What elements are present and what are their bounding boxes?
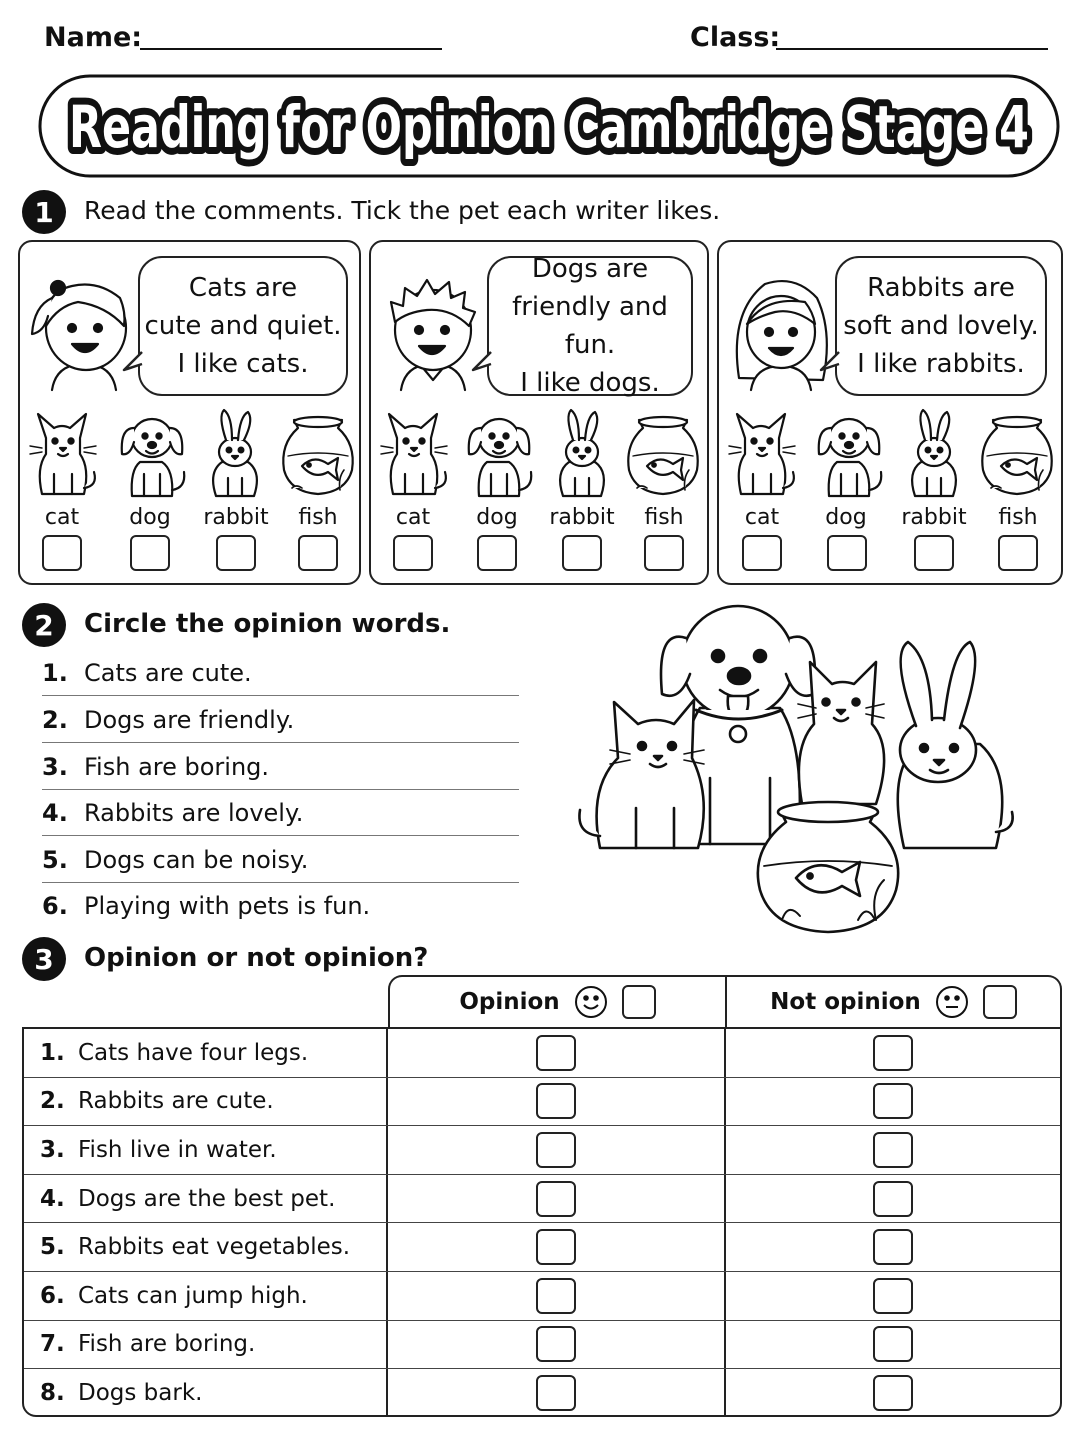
- pet-label-rabbit: rabbit: [203, 505, 269, 530]
- table-row: [24, 1175, 1060, 1224]
- dog-icon: [809, 408, 889, 500]
- list-item[interactable]: [42, 744, 519, 790]
- list-item[interactable]: [42, 790, 519, 836]
- section-1-instruction: Read the comments. Tick the pet each writer likes.: [84, 196, 721, 225]
- list-item[interactable]: [42, 883, 519, 929]
- list-item[interactable]: [42, 697, 519, 743]
- not-opinion-checkbox[interactable]: [873, 1132, 913, 1168]
- tick-box-rabbit[interactable]: [216, 535, 256, 571]
- rabbit-icon: [196, 408, 276, 500]
- item-number: 4.: [42, 798, 68, 827]
- opinion-checkbox[interactable]: [536, 1035, 576, 1071]
- opinion-cell: [388, 1029, 724, 1077]
- table-row: [24, 1078, 1060, 1127]
- opinion-cell: [388, 1223, 724, 1271]
- opinion-checkbox[interactable]: [536, 1326, 576, 1362]
- speech-bubble-dog: [487, 256, 693, 396]
- fishbowl-icon: [278, 408, 358, 500]
- item-text: Playing with pets is fun.: [84, 892, 371, 920]
- item-number: 2.: [42, 705, 68, 734]
- bubble-line: soft and lovely.: [843, 311, 1039, 341]
- row-number: 5.: [40, 1234, 65, 1261]
- class-input-line[interactable]: [776, 48, 1048, 50]
- class-label: Class:: [690, 22, 781, 53]
- girl-long-hair-icon: [725, 272, 835, 392]
- not-opinion-checkbox[interactable]: [873, 1035, 913, 1071]
- pet-label-fish: fish: [998, 505, 1038, 530]
- opinion-cell: [388, 1078, 724, 1126]
- statement-cell: [24, 1029, 388, 1077]
- pet-label-fish: fish: [298, 505, 338, 530]
- dog-icon: [112, 408, 192, 500]
- opinion-cell: [388, 1272, 724, 1320]
- pet-label-rabbit: rabbit: [901, 505, 967, 530]
- row-number: 8.: [40, 1380, 65, 1407]
- cat-icon: [375, 408, 455, 500]
- row-number: 3.: [40, 1136, 65, 1163]
- opinion-cell: [388, 1175, 724, 1223]
- tick-box-fish[interactable]: [998, 535, 1038, 571]
- bubble-tail: [819, 350, 841, 374]
- pet-label-cat: cat: [395, 505, 431, 530]
- statement-text: Dogs are the best pet.: [78, 1185, 336, 1212]
- opinion-checkbox[interactable]: [536, 1181, 576, 1217]
- row-number: 2.: [40, 1088, 65, 1115]
- item-number: 1.: [42, 658, 68, 687]
- item-text: Rabbits are lovely.: [84, 798, 304, 827]
- statement-text: Dogs bark.: [78, 1380, 203, 1407]
- bubble-line: cute and quiet.: [144, 311, 342, 341]
- tick-box-dog[interactable]: [130, 535, 170, 571]
- pet-label-cat: cat: [44, 505, 80, 530]
- opinion-table: [22, 1027, 1062, 1417]
- list-item[interactable]: [42, 837, 519, 883]
- statement-cell: [24, 1078, 388, 1126]
- section-2-number: 2: [22, 603, 66, 647]
- dog-icon: [459, 408, 539, 500]
- pets-group-illustration: [570, 598, 1020, 934]
- bubble-line: I like rabbits.: [857, 349, 1025, 379]
- comment-panel-cat: [18, 240, 361, 585]
- girl-ponytail-icon: [28, 272, 138, 392]
- bubble-line: I like cats.: [177, 349, 309, 379]
- smile-face-icon: [574, 985, 608, 1019]
- opinion-checkbox[interactable]: [536, 1229, 576, 1265]
- rabbit-icon: [543, 408, 623, 500]
- tick-box-dog[interactable]: [477, 535, 517, 571]
- item-text: Dogs are friendly.: [84, 705, 295, 734]
- statement-text: Rabbits eat vegetables.: [78, 1234, 351, 1261]
- row-number: 1.: [40, 1039, 65, 1066]
- statement-cell: [24, 1126, 388, 1174]
- table-header: [388, 975, 1062, 1027]
- statement-cell: [24, 1272, 388, 1320]
- opinion-checkbox[interactable]: [536, 1132, 576, 1168]
- fishbowl-icon: [977, 408, 1057, 500]
- item-number: 5.: [42, 845, 68, 874]
- opinion-cell: [388, 1321, 724, 1369]
- item-text: Fish are boring.: [84, 752, 270, 781]
- section-3-instruction: Opinion or not opinion?: [84, 943, 429, 973]
- comment-panel-rabbit: [717, 240, 1063, 585]
- table-row: [24, 1126, 1060, 1175]
- statement-cell: [24, 1223, 388, 1271]
- opinion-cell: [388, 1126, 724, 1174]
- item-number: 6.: [42, 892, 68, 920]
- boy-icon: [377, 272, 487, 392]
- header-checkbox-opinion[interactable]: [622, 985, 656, 1019]
- comment-panel-dog: [369, 240, 709, 585]
- list-item[interactable]: [42, 650, 519, 696]
- statement-text: Cats have four legs.: [78, 1039, 309, 1066]
- opinion-checkbox[interactable]: [536, 1083, 576, 1119]
- opinion-checkbox[interactable]: [536, 1278, 576, 1314]
- pet-label-fish: fish: [644, 505, 684, 530]
- bubble-line: I like dogs.: [520, 368, 660, 398]
- tick-box-dog[interactable]: [827, 535, 867, 571]
- speech-bubble-cat: [138, 256, 348, 396]
- statement-text: Fish live in water.: [78, 1136, 277, 1163]
- not-opinion-checkbox[interactable]: [873, 1375, 913, 1411]
- row-number: 4.: [40, 1185, 65, 1212]
- column-header-opinion: [390, 977, 725, 1027]
- table-row: [24, 1029, 1060, 1078]
- not-opinion-cell: [724, 1321, 1060, 1369]
- column-header-label: Not opinion: [770, 989, 921, 1015]
- bubble-tail: [122, 350, 144, 374]
- title-banner: [38, 70, 1060, 182]
- row-number: 6.: [40, 1282, 65, 1309]
- pet-label-dog: dog: [476, 505, 518, 530]
- opinion-checkbox[interactable]: [536, 1375, 576, 1411]
- not-opinion-checkbox[interactable]: [873, 1278, 913, 1314]
- table-row: [24, 1321, 1060, 1370]
- not-opinion-cell: [724, 1369, 1060, 1417]
- bubble-line: Cats are: [188, 273, 298, 303]
- column-header-not-opinion: [725, 977, 1060, 1027]
- item-text: Dogs can be noisy.: [84, 845, 309, 874]
- name-label: Name:: [44, 22, 143, 53]
- not-opinion-checkbox[interactable]: [873, 1326, 913, 1362]
- not-opinion-cell: [724, 1272, 1060, 1320]
- not-opinion-checkbox[interactable]: [873, 1083, 913, 1119]
- section-2-instruction: Circle the opinion words.: [84, 609, 451, 639]
- row-number: 7.: [40, 1331, 65, 1358]
- tick-box-fish[interactable]: [298, 535, 338, 571]
- statement-text: Cats can jump high.: [78, 1282, 308, 1309]
- item-number: 3.: [42, 752, 68, 781]
- rabbit-icon: [895, 408, 975, 500]
- tick-box-cat[interactable]: [393, 535, 433, 571]
- not-opinion-cell: [724, 1223, 1060, 1271]
- not-opinion-checkbox[interactable]: [873, 1181, 913, 1217]
- not-opinion-checkbox[interactable]: [873, 1229, 913, 1265]
- not-opinion-cell: [724, 1029, 1060, 1077]
- tick-box-cat[interactable]: [42, 535, 82, 571]
- cat-icon: [723, 408, 803, 500]
- statement-cell: [24, 1369, 388, 1417]
- tick-box-cat[interactable]: [742, 535, 782, 571]
- bubble-line: Dogs are: [531, 254, 649, 284]
- not-opinion-cell: [724, 1126, 1060, 1174]
- bubble-line: Rabbits are: [867, 273, 1015, 303]
- header-checkbox-not-opinion[interactable]: [983, 985, 1017, 1019]
- table-row: [24, 1272, 1060, 1321]
- tick-box-fish[interactable]: [644, 535, 684, 571]
- fishbowl-icon: [623, 408, 703, 500]
- section-1-number: 1: [22, 190, 66, 234]
- opinion-cell: [388, 1369, 724, 1417]
- table-row: [24, 1223, 1060, 1272]
- pet-label-dog: dog: [129, 505, 171, 530]
- bubble-line: friendly and fun.: [512, 292, 668, 360]
- column-header-label: Opinion: [459, 989, 560, 1015]
- pet-label-rabbit: rabbit: [549, 505, 615, 530]
- item-text: Cats are cute.: [84, 658, 252, 687]
- statement-cell: [24, 1321, 388, 1369]
- tick-box-rabbit[interactable]: [562, 535, 602, 571]
- speech-bubble-rabbit: [835, 256, 1047, 396]
- not-opinion-cell: [724, 1175, 1060, 1223]
- statement-cell: [24, 1175, 388, 1223]
- page-title: Reading for Opinion Cambridge Stage 4: [69, 93, 1029, 161]
- cat-icon: [24, 408, 104, 500]
- not-opinion-cell: [724, 1078, 1060, 1126]
- section-3-number: 3: [22, 937, 66, 981]
- name-input-line[interactable]: [140, 48, 442, 50]
- neutral-face-icon: [935, 985, 969, 1019]
- statement-text: Rabbits are cute.: [78, 1088, 274, 1115]
- table-row: [24, 1369, 1060, 1417]
- bubble-tail: [471, 350, 493, 374]
- tick-box-rabbit[interactable]: [914, 535, 954, 571]
- pet-label-dog: dog: [825, 505, 867, 530]
- statement-text: Fish are boring.: [78, 1331, 256, 1358]
- pet-label-cat: cat: [744, 505, 780, 530]
